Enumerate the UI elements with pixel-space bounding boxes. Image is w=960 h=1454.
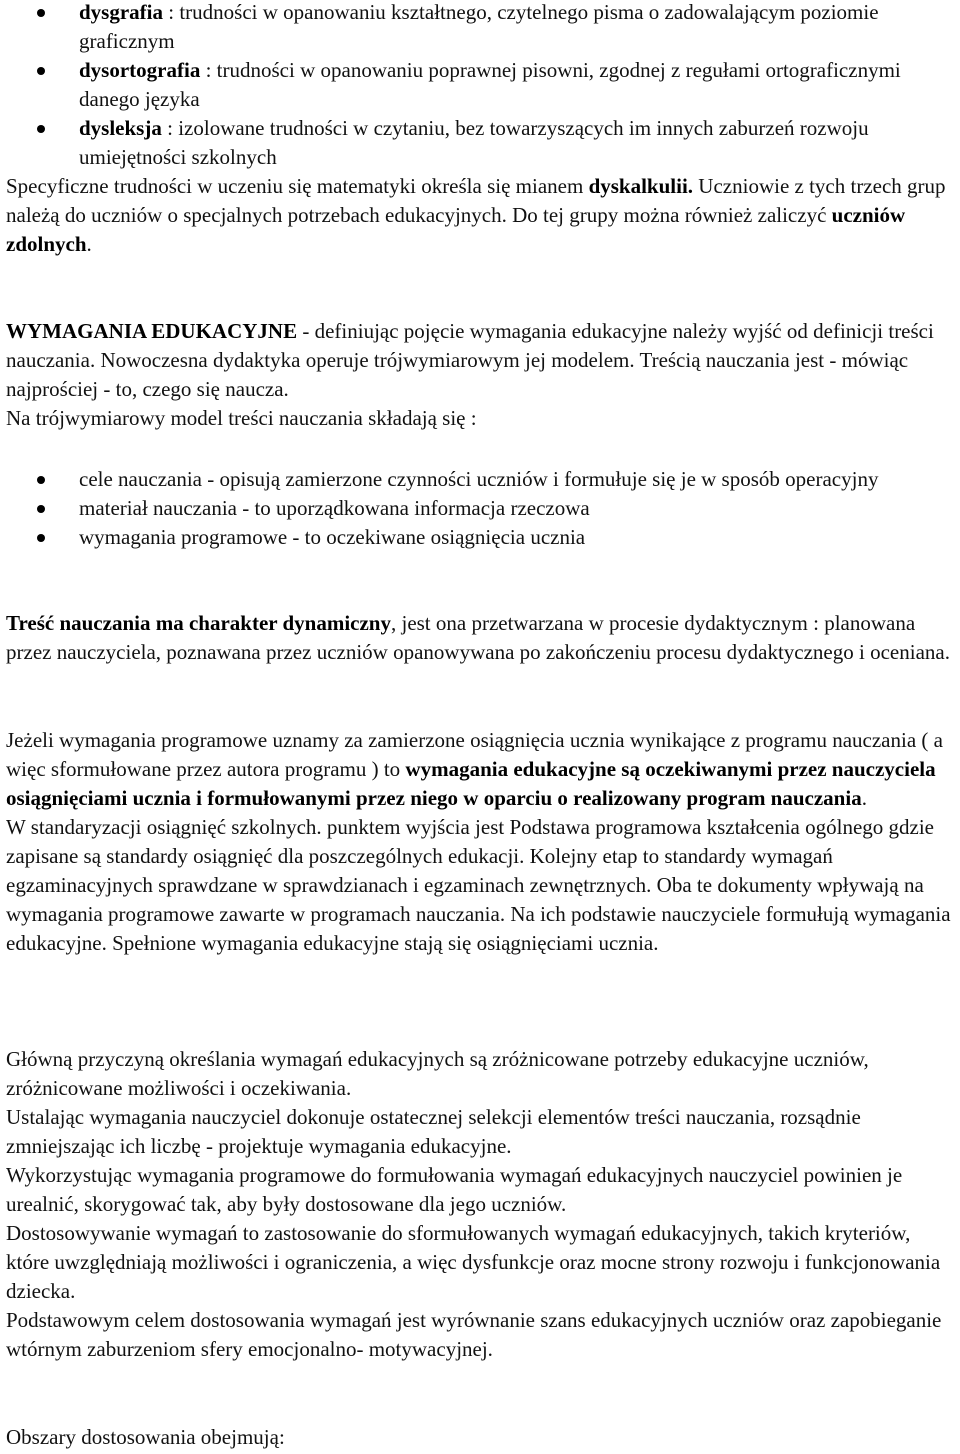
term-description: izolowane trudności w czytaniu, bez towarzyszących im innych zaburzeń rozwoju umiejętności szkolnych [79, 116, 869, 169]
list-item-text: cele nauczania - opisują zamierzone czynności uczniów i formułuje się je w sposób operacyjny [79, 467, 879, 491]
dyscalculia-paragraph [6, 172, 958, 259]
bullet-icon [37, 534, 45, 542]
gifted-students-term: uczniów zdolnych [6, 203, 906, 256]
bullet-icon [37, 476, 45, 484]
educational-requirements-definition: wymagania edukacyjne są oczekiwanymi przez nauczyciela osiągnięciami ucznia i formułowanymi przez niego w oparciu o realizowany program nauczania [6, 757, 936, 810]
requirements-heading: WYMAGANIA EDUKACYJNE [6, 319, 298, 343]
separator: : [163, 0, 180, 24]
text-run: , jest ona przetwarzana w procesie dydaktycznym : planowana przez nauczyciela, poznawana przez uczniów opanowywana po zakończeniu procesu dydaktycznego i oceniana. [6, 611, 950, 664]
text-run: Na trójwymiarowy model treści nauczania składają się : [6, 406, 477, 430]
list-item [0, 465, 958, 494]
term-description: trudności w opanowaniu poprawnej pisowni, zgodnej z regułami ortograficznymi danego języka [79, 58, 901, 111]
disorders-list [0, 0, 958, 172]
list-item-text: wymagania programowe - to oczekiwane osiągnięcia ucznia [79, 525, 586, 549]
program-requirements-paragraph [6, 726, 958, 958]
bullet-icon [37, 67, 45, 75]
list-item [0, 494, 958, 523]
term: dysleksja [79, 116, 162, 140]
list-item [0, 56, 958, 114]
dynamic-content-paragraph [6, 609, 958, 667]
bullet-icon [37, 9, 45, 17]
text-run: W standaryzacji osiągnięć szkolnych. punktem wyjścia jest Podstawa programowa kształcenia ogólnego gdzie zapisane są standardy osiągnięć dla poszczególnych edukacji. Kolejny etap to standardy wymagań egzaminacyjnych sprawdzane w sprawdzianach i egzaminach zewnętrznych. Oba te dokumenty wpływają na wymagania programowe zawarte w programach nauczania. Na ich podstawie nauczyciele formułują wymagania edukacyjne. Spełnione wymagania edukacyjne stają się osiągnięciami ucznia. [6, 815, 951, 955]
list-item [0, 523, 958, 552]
paragraph: Podstawowym celem dostosowania wymagań jest wyrównanie szans edukacyjnych uczniów oraz zapobieganie wtórnym zaburzeniom sfery emocjonalno- motywacyjnej. [6, 1308, 942, 1361]
paragraph: Dostosowywanie wymagań to zastosowanie do sformułowanych wymagań edukacyjnych, takich kryteriów, które uwzględniają możliwości i ograniczenia, a więc dysfunkcje oraz mocne strony rozwoju i funkcjonowania dziecka. [6, 1221, 941, 1303]
text-run: - definiując pojęcie wymagania edukacyjne należy wyjść od definicji treści nauczania. Nowoczesna dydaktyka operuje trójwymiarowym jej modelem. Treścią nauczania jest - mówiąc najprościej - to, czego się naucza. [6, 319, 934, 401]
paragraph: Główną przyczyną określania wymagań edukacyjnych są zróżnicowane potrzeby edukacyjne uczniów, zróżnicowane możliwości i oczekiwania. [6, 1047, 869, 1100]
text-run: Uczniowie z tych trzech grup należą do uczniów o specjalnych potrzebach edukacyjnych. Do tej grupy można również zaliczyć [6, 174, 946, 227]
term: dysgrafia [79, 0, 163, 24]
section-heading: Obszary dostosowania obejmują: [6, 1425, 285, 1449]
dyscalculia-term: dyskalkulii. [588, 174, 694, 198]
term: dysortografia [79, 58, 201, 82]
separator: : [200, 58, 217, 82]
paragraph: Ustalając wymagania nauczyciel dokonuje ostatecznej selekcji elementów treści nauczania, rozsądnie zmniejszając ich liczbę - projektuje wymagania edukacyjne. [6, 1105, 861, 1158]
term-description: trudności w opanowaniu kształtnego, czytelnego pisma o zadowalającym poziomie graficznym [79, 0, 879, 53]
requirements-paragraph [6, 317, 958, 433]
separator: : [161, 116, 179, 140]
adaptation-paragraphs [6, 1045, 958, 1364]
text-run: Jeżeli wymagania programowe uznamy za zamierzone osiągnięcia ucznia wynikające z programu nauczania ( a więc sformułowane przez autora programu ) to [6, 728, 943, 781]
dynamic-content-term: Treść nauczania ma charakter dynamiczny [6, 611, 391, 635]
list-item [0, 114, 958, 172]
bullet-icon [37, 125, 45, 133]
text-run: . [861, 786, 867, 810]
list-item [0, 0, 958, 56]
list-item-text: materiał nauczania - to uporządkowana informacja rzeczowa [79, 496, 590, 520]
text-run: . [86, 232, 92, 256]
paragraph: Wykorzystując wymagania programowe do formułowania wymagań edukacyjnych nauczyciel powinien je urealnić, skorygować tak, aby były dostosowane dla jego uczniów. [6, 1163, 903, 1216]
bullet-icon [37, 505, 45, 513]
text-run: Specyficzne trudności w uczeniu się matematyki określa się mianem [6, 174, 589, 198]
content-model-list [0, 465, 958, 552]
